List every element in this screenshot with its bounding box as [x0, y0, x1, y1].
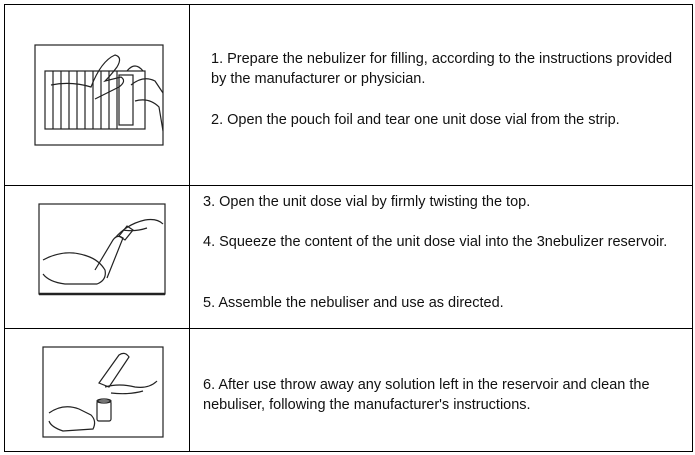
instruction-text-cell-3 [191, 329, 692, 452]
instructions-table [4, 4, 693, 452]
vial-strip-illustration [31, 41, 171, 151]
instruction-text-cell-1 [191, 5, 692, 185]
illustration-cell-3 [5, 329, 190, 452]
instruction-text-cell-2 [191, 186, 692, 328]
step-4-text: 4. Squeeze the content of the unit dose vial into the 3nebulizer reservoir. [203, 234, 668, 250]
twist-vial-illustration [35, 200, 175, 300]
squeeze-vial-illustration [39, 343, 169, 443]
step-2-text: 2. Open the pouch foil and tear one unit dose vial from the strip. [211, 112, 620, 128]
step-5-text: 5. Assemble the nebuliser and use as directed. [203, 295, 504, 311]
step-6-text: 6. After use throw away any solution left in the reservoir and clean the nebuliser, following the manufacturer's instructions. [203, 377, 650, 413]
instruction-row-1 [5, 5, 692, 185]
step-1-text: 1. Prepare the nebulizer for filling, according to the instructions provided by the manufacturer or physician. [211, 51, 673, 87]
illustration-cell-2 [5, 186, 190, 328]
illustration-cell-1 [5, 5, 190, 185]
instruction-row-3 [5, 328, 692, 452]
instruction-row-2 [5, 185, 692, 328]
step-3-text: 3. Open the unit dose vial by firmly twisting the top. [203, 194, 531, 210]
